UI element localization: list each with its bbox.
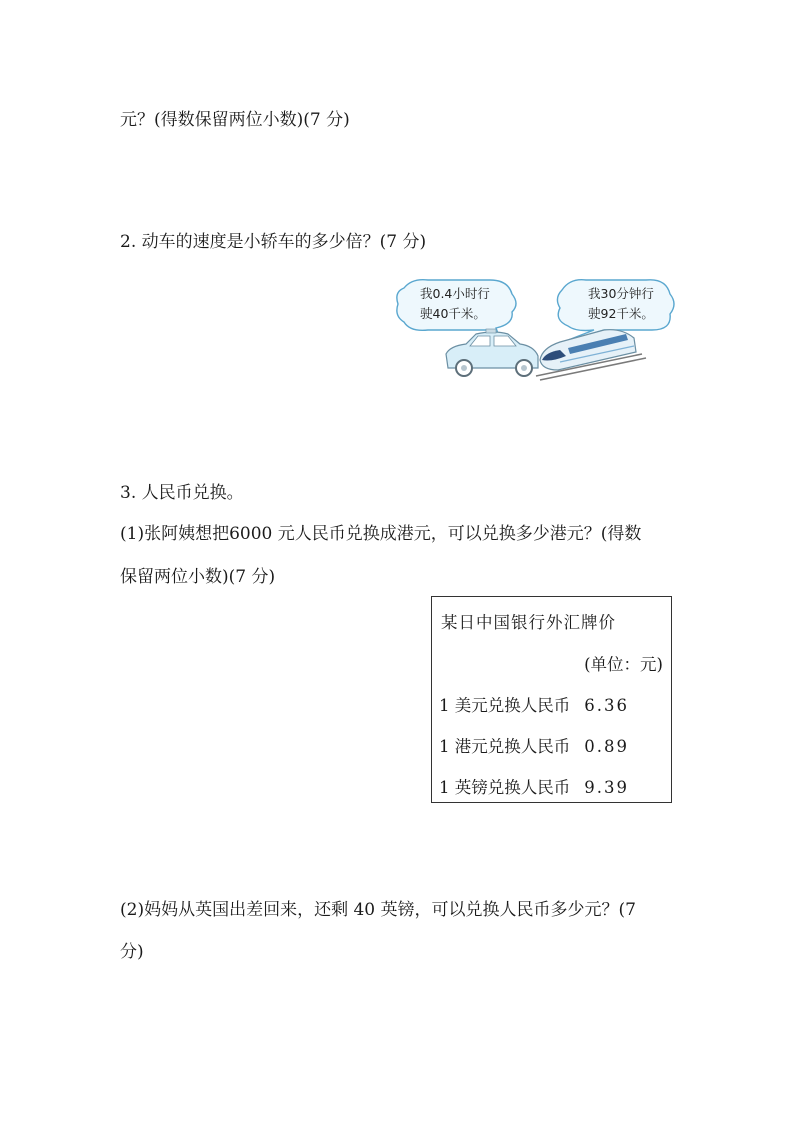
car-icon (446, 329, 538, 376)
question-1-tail: 元？(得数保留两位小数)(7 分) (120, 110, 350, 130)
car-bubble-line-1: 我0.4小时行 (420, 286, 490, 301)
exchange-rate-table (431, 596, 672, 803)
exchange-rate-title: 某日中国银行外汇牌价 (441, 613, 616, 632)
car-bubble-line-2: 驶40千米。 (420, 306, 486, 321)
train-icon (536, 330, 646, 380)
exchange-rate-unit: (单位：元) (584, 655, 663, 674)
train-bubble-line-1: 我30分钟行 (588, 286, 654, 301)
exchange-rate-row (439, 733, 629, 757)
question-2-text: 2. 动车的速度是小轿车的多少倍？(7 分) (120, 232, 427, 252)
rate-label: 1 英镑兑换人民币 (439, 778, 571, 797)
rate-value: 0.89 (584, 737, 629, 756)
exchange-rate-row (439, 774, 629, 798)
rate-label: 1 美元兑换人民币 (439, 696, 571, 715)
exchange-rate-row (439, 692, 629, 716)
question-3-1-line-1: (1)张阿姨想把6000 元人民币兑换成港元，可以兑换多少港元？(得数 (120, 524, 642, 544)
question-3-title: 3. 人民币兑换。 (120, 483, 244, 503)
rate-value: 6.36 (584, 696, 629, 715)
train-bubble-line-2: 驶92千米。 (588, 306, 654, 321)
question-3-2-line-2: 分) (120, 942, 144, 962)
rate-label: 1 港元兑换人民币 (439, 737, 571, 756)
question-3-1-line-2: 保留两位小数)(7 分) (120, 567, 276, 587)
rate-value: 9.39 (584, 778, 629, 797)
question-3-2-line-1: (2)妈妈从英国出差回来，还剩 40 英镑，可以兑换人民币多少元？(7 (120, 900, 636, 920)
car-and-train-illustration (390, 272, 680, 384)
